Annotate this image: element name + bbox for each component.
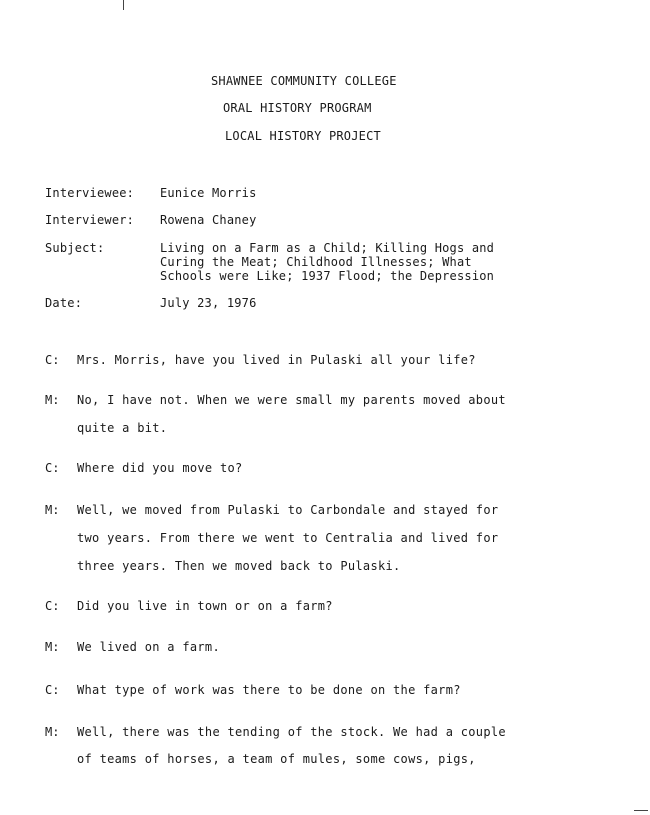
speaker-label: M: [45, 640, 60, 654]
speaker-label: C: [45, 599, 60, 613]
speaker-label: C: [45, 683, 60, 697]
project-heading: LOCAL HISTORY PROJECT [225, 129, 381, 143]
dialogue-line: Where did you move to? [77, 461, 243, 475]
dialogue-line: Did you live in town or on a farm? [77, 599, 333, 613]
college-heading: SHAWNEE COMMUNITY COLLEGE [211, 74, 397, 88]
dialogue-line: of teams of horses, a team of mules, some cows, pigs, [77, 752, 476, 766]
dialogue-line: two years. From there we went to Centralia and lived for [77, 531, 499, 545]
dialogue-line: What type of work was there to be done on the farm? [77, 683, 461, 697]
dialogue-line: three years. Then we moved back to Pulaski. [77, 559, 401, 573]
program-heading: ORAL HISTORY PROGRAM [223, 101, 372, 115]
interview-date: July 23, 1976 [160, 296, 257, 310]
speaker-label: M: [45, 725, 60, 739]
scan-mark [634, 810, 648, 811]
subject-line: Living on a Farm as a Child; Killing Hogs and [160, 241, 495, 255]
speaker-label: C: [45, 461, 60, 475]
speaker-label: M: [45, 503, 60, 517]
subject-line: Curing the Meat; Childhood Illnesses; What [160, 255, 472, 269]
subject-label: Subject: [45, 241, 105, 255]
speaker-label: C: [45, 353, 60, 367]
dialogue-line: quite a bit. [77, 421, 168, 435]
dialogue-line: Mrs. Morris, have you lived in Pulaski all your life? [77, 353, 476, 367]
subject-line: Schools were Like; 1937 Flood; the Depression [160, 269, 495, 283]
interviewee-label: Interviewee: [45, 186, 135, 200]
dialogue-line: No, I have not. When we were small my parents moved about [77, 393, 506, 407]
dialogue-line: Well, there was the tending of the stock. We had a couple [77, 725, 506, 739]
interviewee-name: Eunice Morris [160, 186, 257, 200]
interviewer-name: Rowena Chaney [160, 213, 257, 227]
dialogue-line: We lived on a farm. [77, 640, 220, 654]
interviewer-label: Interviewer: [45, 213, 135, 227]
speaker-label: M: [45, 393, 60, 407]
scan-mark [123, 0, 124, 10]
dialogue-line: Well, we moved from Pulaski to Carbondale and stayed for [77, 503, 499, 517]
date-label: Date: [45, 296, 83, 310]
